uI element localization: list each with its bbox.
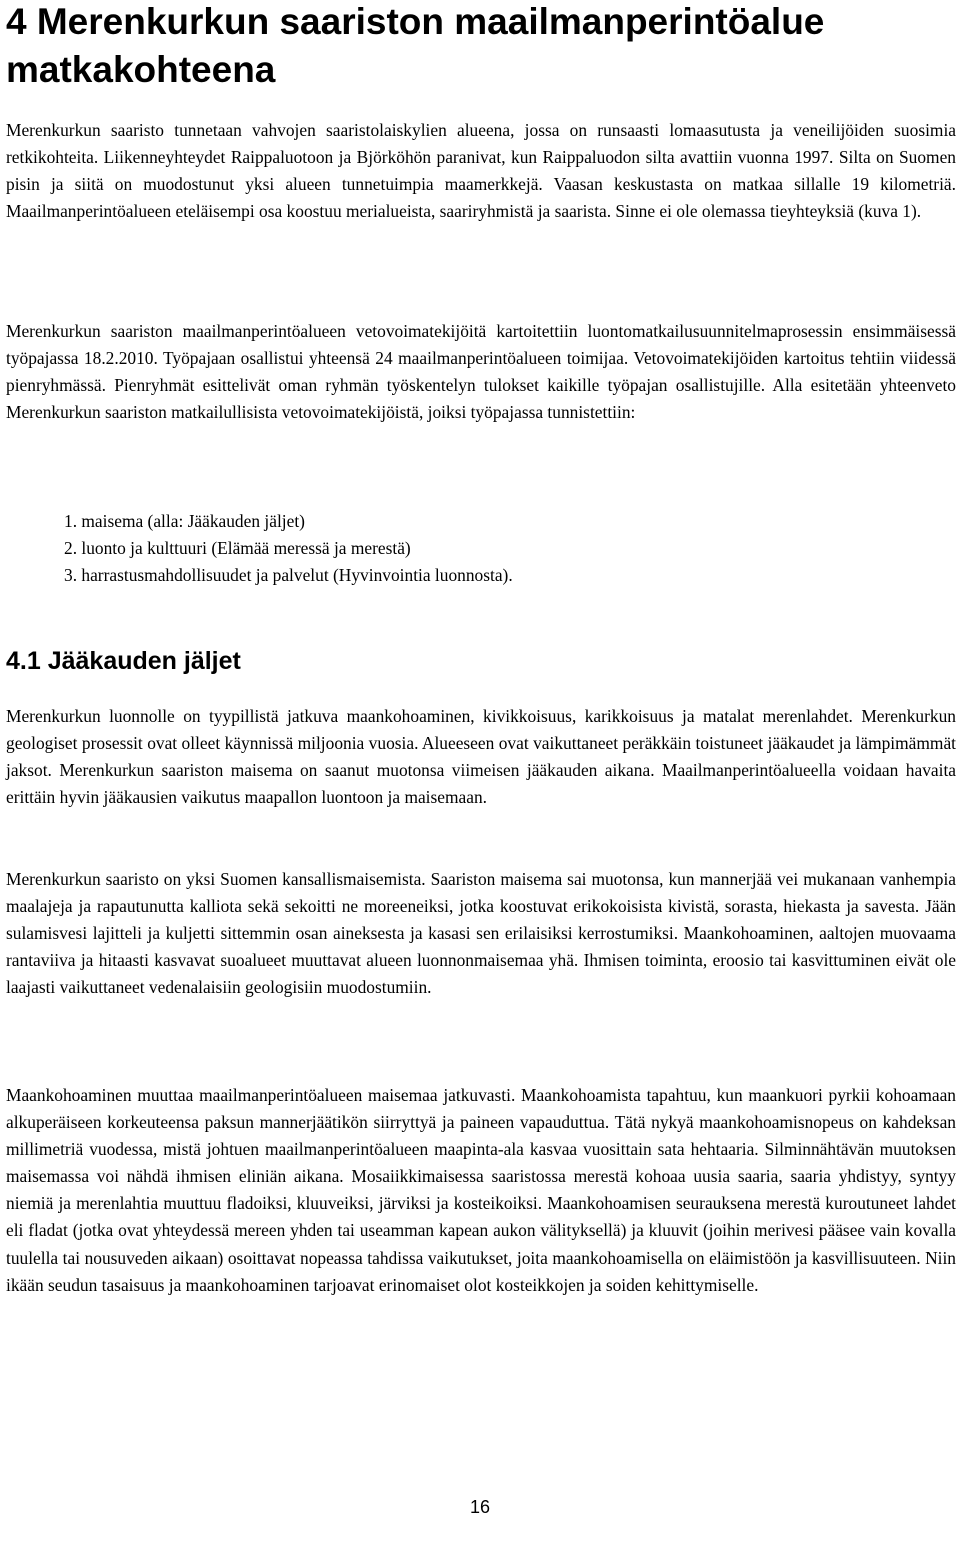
page-number: 16	[469, 1497, 491, 1517]
list-item: 1. maisema (alla: Jääkauden jäljet)	[64, 511, 305, 531]
attraction-list	[64, 508, 864, 589]
intro-paragraph-1: Merenkurkun saaristo tunnetaan vahvojen saaristolaiskylien alueena, jossa on runsaasti lomaasutusta ja veneilijöiden suosimia retkikohteita. Liikenneyhteydet Raippaluotoon ja Björköhön paranivat, kun Raippaluodon silta avattiin vuonna 1997. Silta on Suomen pisin ja siitä on muodostunut yksi alueen tunnetuimpia maamerkkejä. Vaasan keskustasta on matkaa sillalle 19 kilometriä. Maailmanperintöalueen eteläisempi osa koostuu merialueista, saariryhmistä ja saarista. Sinne ei ole olemassa tieyhteyksiä (kuva 1).	[6, 120, 956, 222]
intro-paragraph-2: Merenkurkun saariston maailmanperintöalueen vetovoimatekijöitä kartoitettiin luontomatkailusuunnitelmaprosessin ensimmäisessä työpajassa 18.2.2010. Työpajaan osallistui yhteensä 24 maailmanperintöalueen toimijaa. Vetovoimatekijöiden kartoitus tehtiin viidessä pienryhmässä. Pienryhmät esittelivät oman ryhmän työskentelyn tulokset kaikille työpajan osallistujille. Alla esitetään yhteenveto Merenkurkun saariston matkailullisista vetovoimatekijöistä, joiksi työpajassa tunnistettiin:	[6, 321, 956, 423]
section-paragraph-2: Merenkurkun saaristo on yksi Suomen kansallismaisemista. Saariston maisema sai muotonsa, kun mannerjää vei mukanaan vanhempia maalajeja ja rapautunutta kalliota sekä sekoitti ne moreeneiksi, jotka koostuvat erikokoisista kivistä, sorasta, hiekasta ja savesta. Jään sulamisvesi lajitteli ja kuljetti sittemmin osan aineksesta ja kasasi sen erilaisiksi kerrostumiksi. Maankohoaminen, aaltojen muovaama rantaviiva ja hitaasti kasvavat suoalueet muuttavat alueen luonnonmaisemaa yhä. Ihmisen toiminta, eroosio tai kasvittuminen eivät ole laajasti vaikuttaneet vedenalaisiin geologisiin muodostumiin.	[6, 869, 956, 998]
list-item: 3. harrastusmahdollisuudet ja palvelut (Hyvinvointia luonnosta).	[64, 565, 513, 585]
section-title: 4.1 Jääkauden jäljet	[6, 647, 241, 675]
list-item: 2. luonto ja kulttuuri (Elämää meressä ja merestä)	[64, 538, 411, 558]
page-title: 4 Merenkurkun saariston maailmanperintöalue matkakohteena	[6, 1, 825, 90]
section-paragraph-1: Merenkurkun luonnolle on tyypillistä jatkuva maankohoaminen, kivikkoisuus, karikkoisuus ja matalat merenlahdet. Merenkurkun geologiset prosessit ovat olleet käynnissä miljoonia vuosia. Alueeseen ovat vaikuttaneet peräkkäin toistuneet jääkaudet ja lämpimämmät jaksot. Merenkurkun saariston maisema on saanut muotonsa viimeisen jääkauden aikana. Maailmanperintöalueella voidaan havaita erittäin hyvin jääkausien vaikutus maapallon luontoon ja maisemaan.	[6, 706, 956, 808]
section-paragraph-3: Maankohoaminen muuttaa maailmanperintöalueen maisemaa jatkuvasti. Maankohoamista tapahtuu, kun maankuori pyrkii kohoamaan alkuperäiseen korkeuteensa paksun mannerjäätikön siirryttyä ja paineen vapauduttua. Tätä nykyä maankohoamisnopeus on kahdeksan millimetriä vuodessa, mistä johtuen maailmanperintöalueen maapinta-ala kasvaa vuosittain sata hehtaaria. Silminnähtävän muutoksen maisemassa voi nähdä ihmisen eliniän aikana. Mosaiikkimaisessa saaristossa merestä kohoaa uusia saaria, saaria yhdistyy, syntyy niemiä ja merenlahtia muuttuu fladoiksi, kluuveiksi, järviksi ja kosteikoiksi. Maankohoamisen seurauksena merestä kuroutuneet lahdet eli fladat (jotka ovat yhteydessä mereen yhden tai useamman kapean aukon välityksellä) ja kluuvit (joihin merivesi pääsee vain kovalla tuulella tai nousuveden aikaan) osoittavat nopeassa tahdissa vaikutukset, joita maankohoamisella on eläimistöön ja kasvillisuuteen. Niin ikään seudun tasaisuus ja maankohoaminen tarjoavat erinomaiset olot kosteikkojen ja soiden kehittymiselle.	[6, 1085, 956, 1295]
